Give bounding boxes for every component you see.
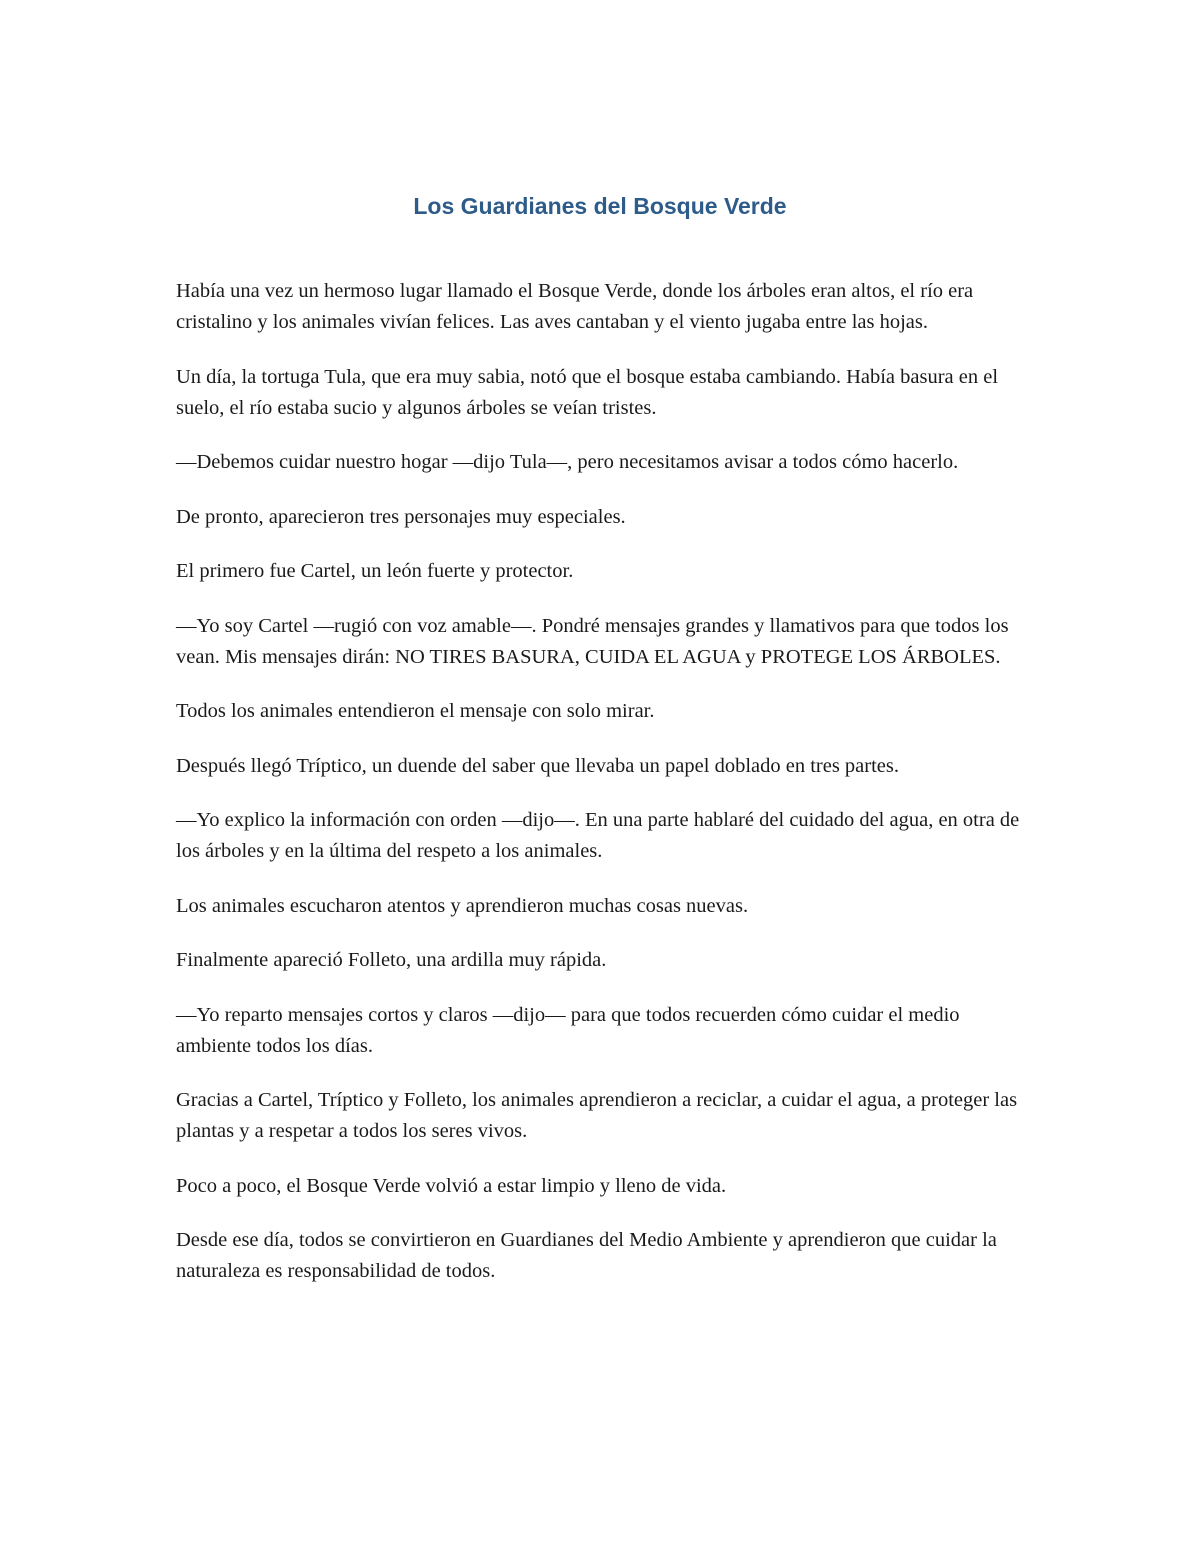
- document-body: [176, 276, 1028, 1311]
- paragraph: Había una vez un hermoso lugar llamado el Bosque Verde, donde los árboles eran altos, el río era cristalino y los animales vivían felices. Las aves cantaban y el viento jugaba entre las hojas.: [176, 280, 974, 333]
- paragraph: —Yo explico la información con orden —dijo—. En una parte hablaré del cuidado del agua, en otra de los árboles y en la última del respeto a los animales.: [176, 809, 1020, 862]
- paragraph: Los animales escucharon atentos y aprendieron muchas cosas nuevas.: [176, 894, 749, 917]
- paragraph: —Yo reparto mensajes cortos y claros —dijo— para que todos recuerden cómo cuidar el medio ambiente todos los días.: [176, 1003, 960, 1057]
- paragraph: De pronto, aparecieron tres personajes muy especiales.: [176, 505, 626, 528]
- paragraph: —Yo soy Cartel —rugió con voz amable—. Pondré mensajes grandes y llamativos para que todos los vean. Mis mensajes dirán: NO TIRES BASURA, CUIDA EL AGUA y PROTEGE LOS ÁRBOLES.: [176, 614, 1009, 668]
- paragraph: Gracias a Cartel, Tríptico y Folleto, los animales aprendieron a reciclar, a cuidar el agua, a proteger las plantas y a respetar a todos los seres vivos.: [176, 1089, 1018, 1142]
- paragraph: Un día, la tortuga Tula, que era muy sabia, notó que el bosque estaba cambiando. Había basura en el suelo, el río estaba sucio y algunos árboles se veían tristes.: [176, 365, 999, 419]
- paragraph: Finalmente apareció Folleto, una ardilla muy rápida.: [176, 949, 607, 971]
- paragraph: Todos los animales entendieron el mensaje con solo mirar.: [176, 700, 655, 722]
- paragraph: El primero fue Cartel, un león fuerte y protector.: [176, 560, 574, 582]
- paragraph: —Debemos cuidar nuestro hogar —dijo Tula—, pero necesitamos avisar a todos cómo hacerlo.: [176, 451, 959, 473]
- document-title: Los Guardianes del Bosque Verde: [413, 193, 787, 219]
- paragraph: Poco a poco, el Bosque Verde volvió a estar limpio y lleno de vida.: [176, 1174, 727, 1197]
- paragraph: Después llegó Tríptico, un duende del saber que llevaba un papel doblado en tres partes.: [176, 754, 900, 777]
- paragraph: Desde ese día, todos se convirtieron en Guardianes del Medio Ambiente y aprendieron que cuidar la naturaleza es responsabilidad de todos.: [176, 1229, 997, 1282]
